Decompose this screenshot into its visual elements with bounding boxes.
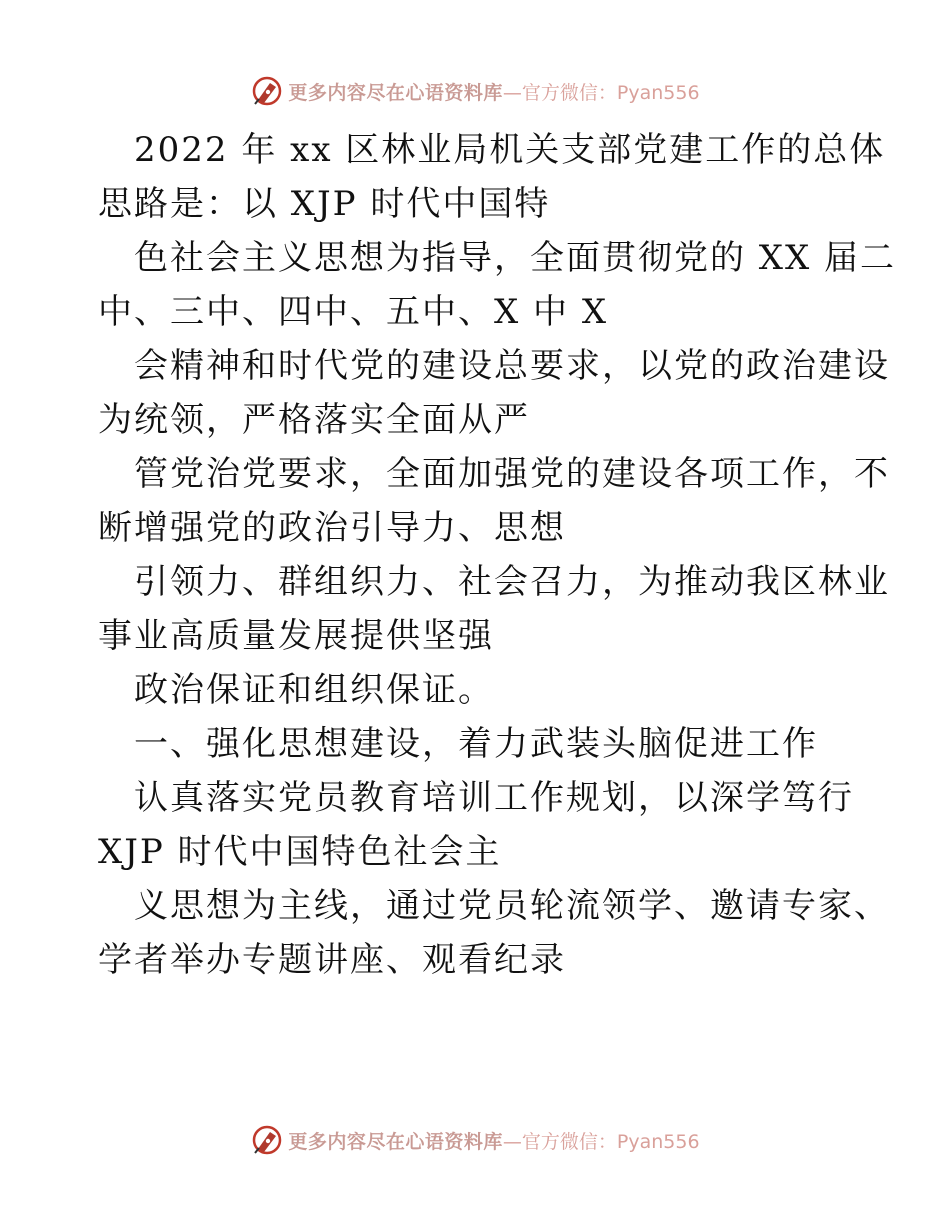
footer-promo-text: 更多内容尽在心语资料库	[288, 1130, 503, 1153]
header-watermark-banner	[0, 71, 950, 111]
text-line: 管党治党要求，全面加强党的建设各项工作，不	[134, 454, 890, 494]
pen-nib-logo-icon	[250, 1123, 284, 1157]
text-line: 学者举办专题讲座、观看纪录	[98, 940, 566, 980]
footer-watermark-banner	[0, 1120, 950, 1160]
header-promo-text: 更多内容尽在心语资料库	[288, 81, 503, 104]
text-line: 引领力、群组织力、社会召力，为推动我区林业	[134, 562, 890, 602]
header-contact-text: —官方微信：Pyan556	[502, 81, 700, 104]
document-body	[98, 123, 897, 987]
footer-contact-text: —官方微信：Pyan556	[502, 1130, 700, 1153]
pen-nib-logo-icon	[250, 74, 284, 108]
text-line: 色社会主义思想为指导，全面贯彻党的 XX 届二	[134, 238, 897, 278]
text-line: 认真落实党员教育培训工作规划，以深学笃行	[134, 778, 854, 818]
text-line: 义思想为主线，通过党员轮流领学、邀请专家、	[134, 886, 890, 926]
text-line: 2022 年 xx 区林业局机关支部党建工作的总体	[134, 130, 886, 170]
text-line: 中、三中、四中、五中、X 中 X	[98, 292, 609, 332]
text-line: 为统领，严格落实全面从严	[98, 400, 530, 440]
text-line: 思路是：以 XJP 时代中国特	[98, 184, 551, 224]
text-line: XJP 时代中国特色社会主	[98, 832, 502, 872]
text-line: 政治保证和组织保证。	[134, 670, 494, 710]
text-line: 断增强党的政治引导力、思想	[98, 508, 566, 548]
section-heading: 一、强化思想建设，着力武装头脑促进工作	[134, 724, 818, 764]
text-line: 事业高质量发展提供坚强	[98, 616, 494, 656]
text-line: 会精神和时代党的建设总要求，以党的政治建设	[134, 346, 890, 386]
